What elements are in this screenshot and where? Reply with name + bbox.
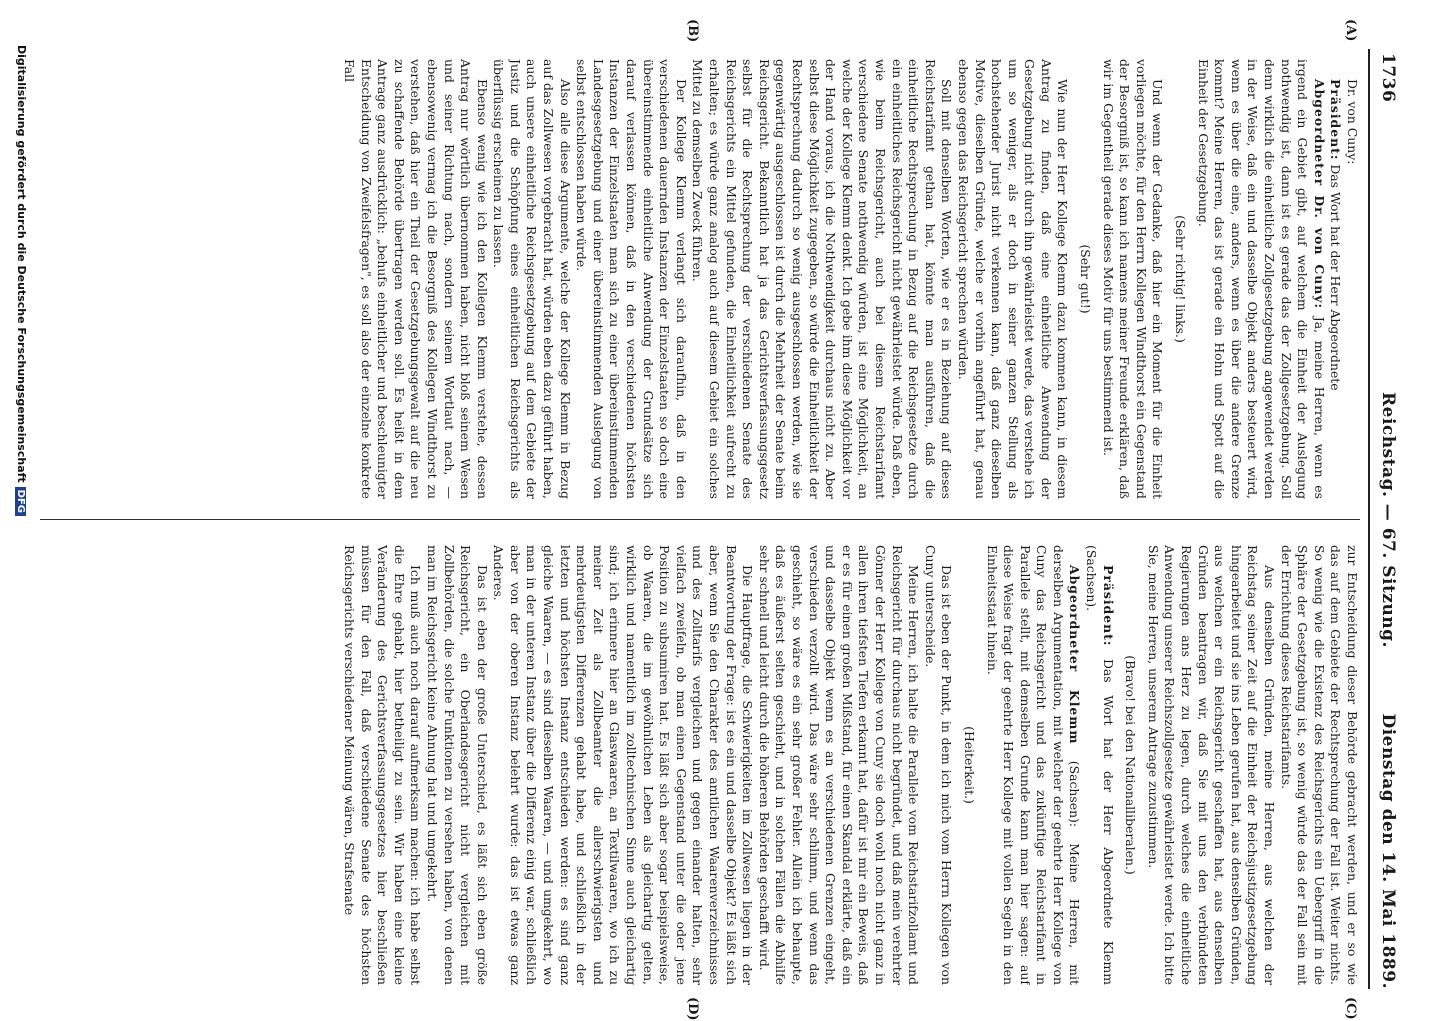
paragraph bbox=[1144, 545, 1277, 985]
paragraph-text: Das Wort hat der Herr Abgeordnete Klemm (Sachsen). bbox=[1084, 545, 1116, 985]
paragraph bbox=[983, 545, 1083, 985]
interjection bbox=[1171, 59, 1188, 499]
speaker-name: Präsident: bbox=[1328, 79, 1344, 161]
paragraph-text: Und wenn der Gedanke, daß hier ein Moment für die Einheit vorliegen möchte, für den Herrn Kollegen Windthorst ein Gegenstand der Besorgniß ist, so kann ich namens meiner Freunde erklären, daß wir im Gegentheil gerade dieses Motiv für uns bestimmend ist. bbox=[1100, 59, 1166, 499]
paragraph bbox=[755, 545, 921, 985]
paragraph-text: Soll mit denselben Worten, wie er es in Beziehung auf dieses Reichstarifamt gethan hat, könnte man ausführen, daß die einheitliche Rechtsprechung in Bezug auf die Reichsgesetze durch ein einheitliches Reichsgericht nicht gewährleistet würde. Daß eben, wie beim Reichsgericht, auch bei diesem Reichstarifamt verschiedene Senate nothwendig würden, ist eine Möglichkeit, an welche der Kollege Klemm denkt. Ich gebe ihm diese Möglichkeit vor der Hand voraus, ich die Nothwendigkeit durchaus nicht zu. Aber selbst diese Möglichkeit zugegeben, so würde die Einheitlichkeit der Rechtsprechung dadurch so wenig ausgeschlossen werden, wie sie gegenwärtig ausgeschlossen ist durch die Mehrheit der Senate beim Reichsgericht. Bekanntlich hat ja das Gerichtsverfassungsgesetz selbst für die Rechtsprechung der verschiedenen Senate des Reichsgerichts ein Mittel gefunden, die Einheitlichkeit aufrecht zu erhalten; es würde ganz analog auch auf diesem Gebiet ein solches Mittel zu demselben Zweck führen. bbox=[690, 59, 955, 499]
paragraph-text: Das ist eben der große Unterschied, es läßt sich eben größe Reichsgericht, ein Oberlandesgericht nicht vergleichen mit Zollbehörden, die solche Funktionen zu versehen haben, von denen man im Reichsgericht keine Ahnung hat und umgekehrt. bbox=[424, 545, 490, 985]
paragraph bbox=[490, 59, 573, 499]
page-number: 1736 bbox=[1378, 53, 1398, 103]
digitization-text: Digitalisierung gefördert durch die Deutsche Forschungsgemeinschaft bbox=[15, 45, 28, 483]
margin-marker-d: (D) bbox=[685, 997, 700, 1021]
rotated-document-page bbox=[5, 19, 1400, 1021]
header-date: Dienstag den 14. Mai 1889. bbox=[1378, 713, 1398, 989]
interjection bbox=[960, 545, 977, 985]
header-rule bbox=[1368, 49, 1370, 989]
paragraph-text: Aus denselben Gründen, meine Herren, aus welchen der Reichstag seiner Zeit auf die Einheit der Reichsjustizgesetzgebung hingearbeitet und sie ins Leben gerufen hat, aus denselben Gründen, aus welchen er ein Reichsgericht geschaffen hat, aus denselben Gründen beantragen wir, daß Sie mit uns den verbündeten Regierungen ans Herz zu legen, durch welches die einheitliche Anwendung unserer Reichszollgesetze gewährleistet werde. Ich bitte Sie, meine Herren, unserem Antrage zuzustimmen. bbox=[1145, 545, 1278, 985]
paragraph-text: Die Hauptfrage, die Schwierigkeiten im Zollwesen liegen in der Beantwortung der Frage: ist es ein und dasselbe Objekt? Es läßt sich aber, wenn Sie den Charakter des amtlichen Waarenverzeichnisses und des Zolltarifs vergleichen und gegen einander halten, sehr vielfach zweifeln, ob man einen Gegenstand unter die oder jene Position zu subsumiren hat. Es läßt sich aber sogar beispielsweise, ob Waaren, die im gewöhnlichen Leben als gleichartig gelten, wirklich und namentlich im zolltechnischen Sinne auch gleichartig sind; ich erinnere hier an Glaswaaren, an Textilwaaren, wo ich zu meiner Zeit als Zollbeamter die allerschwierigsten und mehrdeutigsten Differenzen gehabt habe, und schließlich in der letzten und höchsten Instanz entschieden werden: es sind ganz gleiche Waaren, — es sind dieselben Waaren, — und umgekehrt, wo man in der unteren Instanz über die Differenz einig war, schließlich aber von der oberen Instanz belehrt wurde: das ist etwas ganz Anderes. bbox=[491, 545, 756, 985]
column-divider bbox=[40, 519, 1360, 520]
paragraph bbox=[573, 59, 689, 499]
paragraph bbox=[921, 545, 954, 985]
paragraph bbox=[1099, 59, 1165, 499]
paragraph bbox=[1194, 59, 1327, 499]
paragraph-text: Dr. von Cuny: bbox=[1345, 79, 1360, 165]
speaker-name: Abgeordneter Klemm bbox=[1067, 565, 1083, 745]
paragraph-text: Der Kollege Klemm verlangt sich daraufhin, daß in den verschiedenen dauernden Instanzen der Einzelstaaten so doch eine übereinstimmende einheitliche Anwendung der Grundsätze sich darauf verlassen können, daß in den verschiedenen höchsten Instanzen der Einzelstaaten man sich zu einer übereinstimmenden Landesgesetzgebung und einer übereinstimmenden Auslegung von selbst entschlossen haben würde. bbox=[574, 59, 689, 499]
interjection bbox=[1122, 545, 1139, 985]
paragraph bbox=[1083, 545, 1116, 985]
paragraph-text: (Sachsen): Meine Herren, mit derselben Argumentation, mit welcher der geehrte Herr Kollege von Cuny das Reichsgericht und das zukünftige Reichstarifamt in Parallele stellt, mit demselben Grunde kann man hier sagen: auf diese Weise fragt der geehrte Herr Kollege mit vollen Segeln in den Einheitsstaat hinein. bbox=[984, 545, 1083, 985]
paragraph bbox=[1343, 59, 1360, 499]
paragraph-text: (Heiterkeit.) bbox=[961, 726, 977, 804]
left-text-column bbox=[30, 59, 1360, 499]
paragraph bbox=[423, 545, 489, 985]
paragraph-text: zur Entscheidung dieser Behörde gebracht werden, und er so wie das auf dem Gebiete der Rechtsprechung der Fall ist. Weiter nichts. So wenig wie die Existenz des Reichsgerichts ein Uebergriff in die Sphäre der Gesetzgebung ist, so wenig würde das der Fall sein mit der Errichtung dieses Reichstarifamts. bbox=[1278, 545, 1360, 985]
margin-marker-b: (B) bbox=[685, 19, 700, 43]
margin-marker-a: (A) bbox=[1343, 19, 1358, 42]
paragraph-text: Wie nun der Herr Kollege Klemm dazu kommen kann, in diesem Antrag zu finden, daß eine einheitliche Anwendung der Gesetzgebung nicht durch ihn gewährleistet werde, das verstehe ich um so weniger, als er doch in seiner ganzen Stellung als hochstehender Jurist nicht verkennen kann, daß ganz dieselben Motive, dieselben Gründe, welche er vorhin angeführt hat, genau ebenso gegen das Reichsgericht sprechen würden. bbox=[955, 59, 1071, 499]
header-title: Reichstag. — 67. Sitzung. bbox=[1378, 392, 1398, 648]
page-header bbox=[1374, 45, 1400, 995]
paragraph-text: Meine Herren, ich halte die Parallele vom Reichstarifzollamt und Reichsgericht für durchaus nicht begründet, und daß mein verehrter Gönner der Herr Kollege von Cuny sie doch wohl noch nicht ganz in allen ihren tiefsten Tiefen erkannt hat, dafür ist mir ein Beweis, daß er es für einen großen Mißstand, für einen Skandal erklärte, daß ein und dasselbe Objekt wenn es an verschiedenen Grenzen eingeht, verschieden verzollt wird. Das wäre sehr schlimm, und wenn das geschieht, so wäre es ein sehr großer Fehler. Allein ich behaupte, daß es äußerst selten geschieht, und in solchen Fällen die Abhilfe sehr schnell und leicht durch die höheren Behörden geschafft wird. bbox=[756, 545, 922, 985]
paragraph-text: Das ist eben der Punkt, in dem ich mich vom Herrn Kollegen von Cuny unterscheide. bbox=[922, 545, 955, 985]
paragraph bbox=[340, 545, 423, 985]
right-text-column bbox=[30, 545, 1360, 985]
paragraph-text: (Bravo! bei den Nationalliberalen.) bbox=[1123, 655, 1139, 875]
paragraph bbox=[340, 59, 489, 499]
paragraph bbox=[490, 545, 756, 985]
paragraph-text: Das Wort hat der Herr Abgeordnete bbox=[1328, 160, 1344, 391]
speaker-name: Präsident: bbox=[1100, 565, 1116, 647]
paragraph-text: Ebenso wenig wie ich den Kollegen Klemm verstehe, dessen Antrag nur wörtlich übernommen haben, nicht bloß seinem Wesen und seiner Richtung nach, sondern seinem Wortlaut nach, — ebensowenig vermag ich die Besorgniß des Kollegen Windthorst zu verstehen, daß hier ein Theil der Gesetzgebungsgewalt auf die neu zu schaffende Behörde übertragen werden soll. Es heißt in dem Antrage ganz ausdrücklich: „behufs einheitlicher und beschleunigter Entscheidung von Zweifelsfragen", es soll also der einzelne konkrete Fall bbox=[341, 59, 490, 499]
paragraph-text: (Sehr richtig! links.) bbox=[1173, 215, 1189, 343]
interjection bbox=[1077, 59, 1094, 499]
paragraph bbox=[1327, 59, 1344, 499]
speaker-name: Abgeordneter Dr. von Cuny: bbox=[1311, 79, 1327, 310]
paragraph bbox=[689, 59, 955, 499]
paragraph-text: (Sehr gut!) bbox=[1078, 244, 1094, 314]
paragraph-text: Also alle diese Argumente, welche der Kollege Klemm in Bezug auf das Zollwesen vorgebracht hat, würden eben dazu geführt haben, auch unsere einheitliche Reichsgesetzgebung auf dem Gebiete der Justiz und die Schöpfung eines einheitlichen Reichsgerichts als überflüssig erscheinen zu lassen. bbox=[491, 59, 573, 499]
margin-marker-c: (C) bbox=[1343, 997, 1358, 1020]
paragraph-text: Ja, meine Herren, wenn es irgend ein Gebiet gibt, auf welchem die Einheit der Auslegung nothwendig ist, dann ist es gerade das der Zollgesetzgebung. Soll denn wirklich die einheitliche Zollgesetzgebung angewendet werden in der Weise, daß ein und dasselbe Objekt anders besteuert wird, wenn es über die eine, anders, wenn es über die andere Grenze kommt? Meine Herren, das ist gerade ein Hohn und Spott auf die Einheit der Gesetzgebung. bbox=[1195, 59, 1327, 499]
paragraph bbox=[954, 59, 1070, 499]
dfg-logo: DFG bbox=[15, 487, 26, 516]
paragraph-text: Ich muß auch noch darauf aufmerksam machen: ich habe selbst die Ehre gehabt, hier betheiligt zu sein. Wir haben eine kleine Veränderung des Gerichtsverfassungsgesetzes hier beschließen müssen für den Fall, daß verschiedene Senate des höchsten Reichsgerichts verschiedener Meinung wären, Strafsenate bbox=[341, 545, 424, 985]
digitization-note bbox=[15, 45, 28, 995]
paragraph bbox=[1277, 545, 1360, 985]
